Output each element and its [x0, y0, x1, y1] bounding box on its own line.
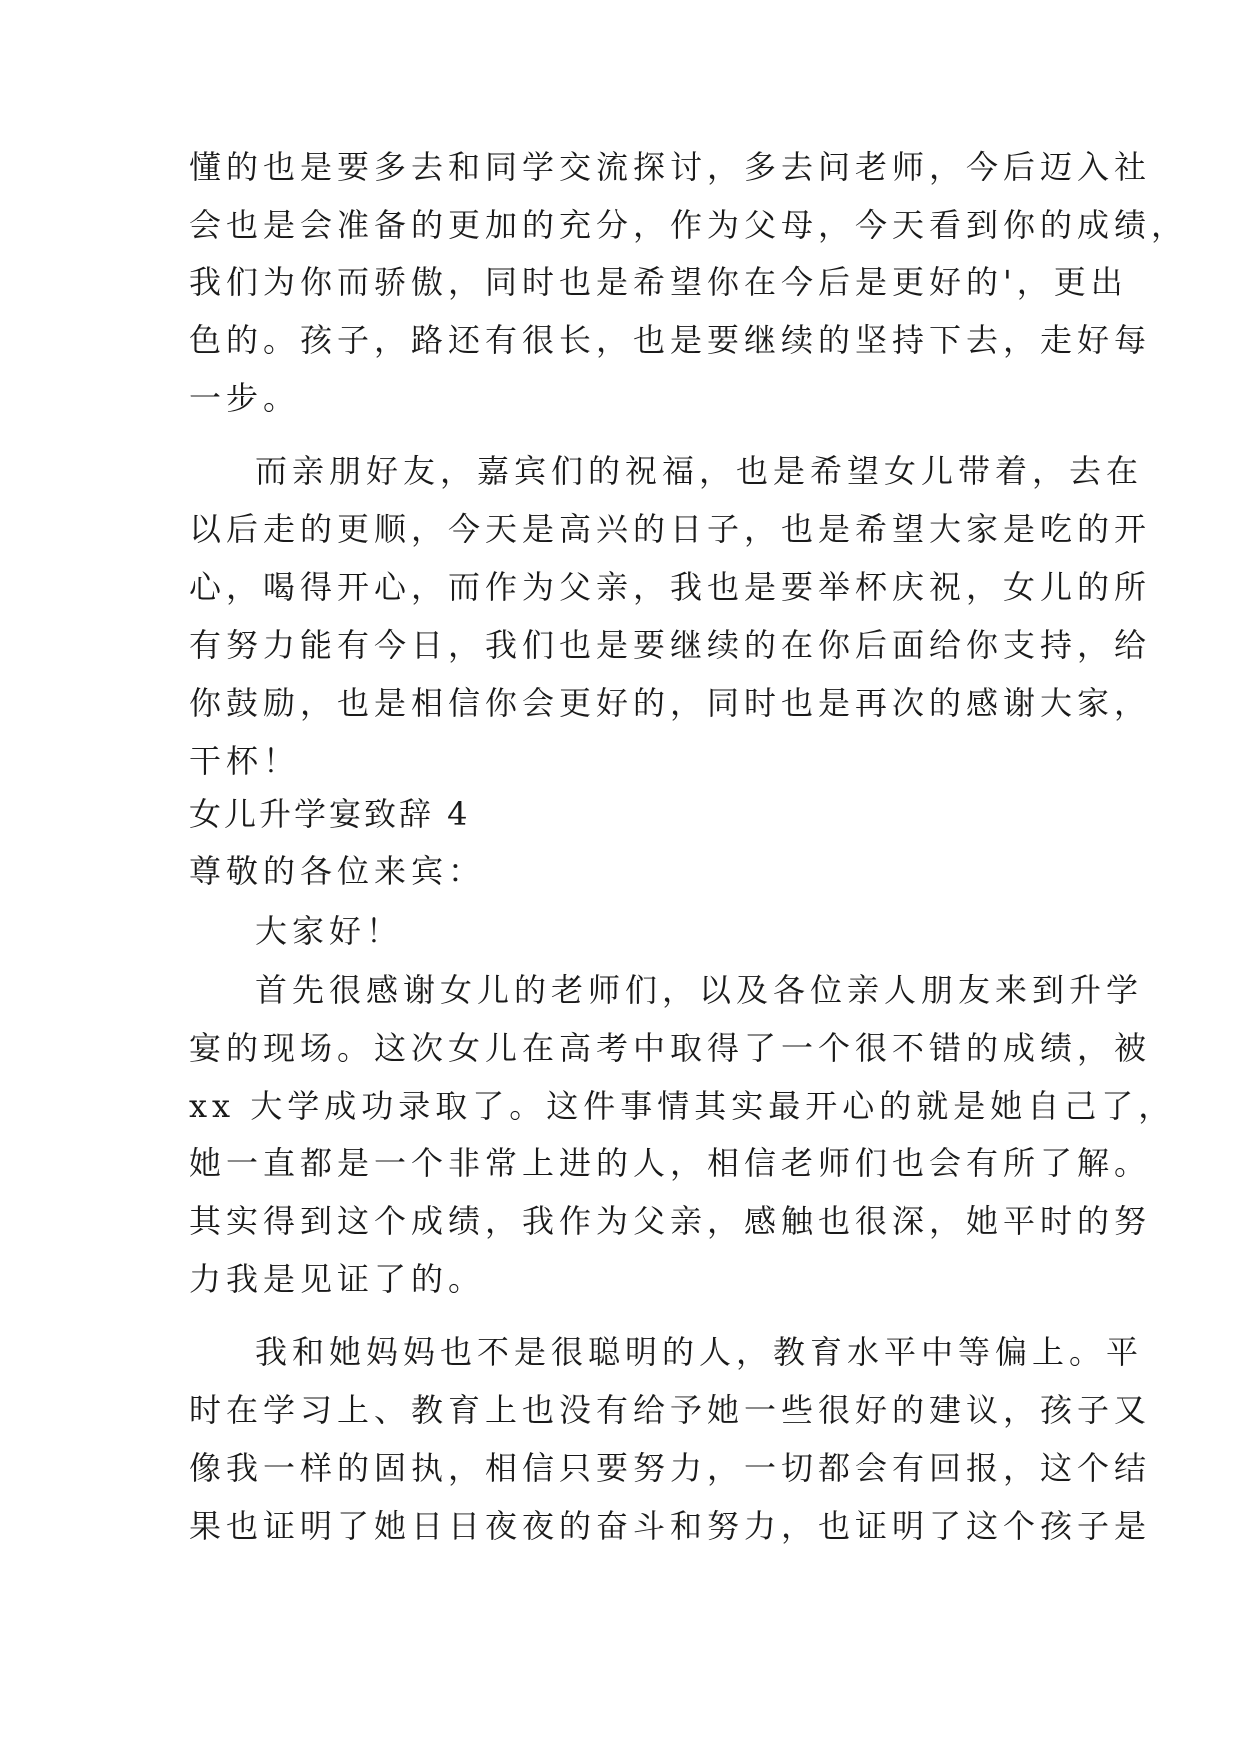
text-line: 一步。 [189, 379, 301, 417]
text-line: 果也证明了她日日夜夜的奋斗和努力，也证明了这个孩子是 [189, 1507, 1152, 1545]
text-line: 懂的也是要多去和同学交流探讨，多去问老师，今后迈入社 [189, 148, 1152, 186]
text-line: 会也是会准备的更加的充分，作为父母，今天看到你的成绩， [189, 206, 1189, 244]
text-line: 干杯！ [189, 742, 301, 780]
text-line: xx 大学成功录取了。这件事情其实最开心的就是她自己了， [189, 1087, 1176, 1125]
text-line: 时在学习上、教育上也没有给予她一些很好的建议，孩子又 [189, 1391, 1152, 1429]
text-line: 她一直都是一个非常上进的人，相信老师们也会有所了解。 [189, 1144, 1152, 1182]
text-line: 我和她妈妈也不是很聪明的人，教育水平中等偏上。平 [255, 1333, 1144, 1371]
text-line: 以后走的更顺，今天是高兴的日子，也是希望大家是吃的开 [189, 510, 1152, 548]
text-line: 像我一样的固执，相信只要努力，一切都会有回报，这个结 [189, 1449, 1152, 1487]
text-line: 心，喝得开心，而作为父亲，我也是要举杯庆祝，女儿的所 [189, 568, 1152, 606]
salutation: 尊敬的各位来宾： [189, 852, 486, 890]
text-line: 首先很感谢女儿的老师们，以及各位亲人朋友来到升学 [255, 971, 1144, 1009]
text-line: 力我是见证了的。 [189, 1260, 486, 1298]
section-title: 女儿升学宴致辞 4 [189, 795, 471, 833]
greeting: 大家好！ [255, 912, 404, 950]
text-line: 而亲朋好友，嘉宾们的祝福，也是希望女儿带着，去在 [255, 452, 1144, 490]
text-line: 我们为你而骄傲，同时也是希望你在今后是更好的'，更出 [189, 263, 1128, 301]
text-line: 有努力能有今日，我们也是要继续的在你后面给你支持，给 [189, 626, 1152, 664]
text-line: 色的。孩子，路还有很长，也是要继续的坚持下去，走好每 [189, 321, 1152, 359]
text-line: 你鼓励，也是相信你会更好的，同时也是再次的感谢大家， [189, 684, 1152, 722]
text-line: 其实得到这个成绩，我作为父亲，感触也很深，她平时的努 [189, 1202, 1152, 1240]
text-line: 宴的现场。这次女儿在高考中取得了一个很不错的成绩，被 [189, 1029, 1152, 1067]
